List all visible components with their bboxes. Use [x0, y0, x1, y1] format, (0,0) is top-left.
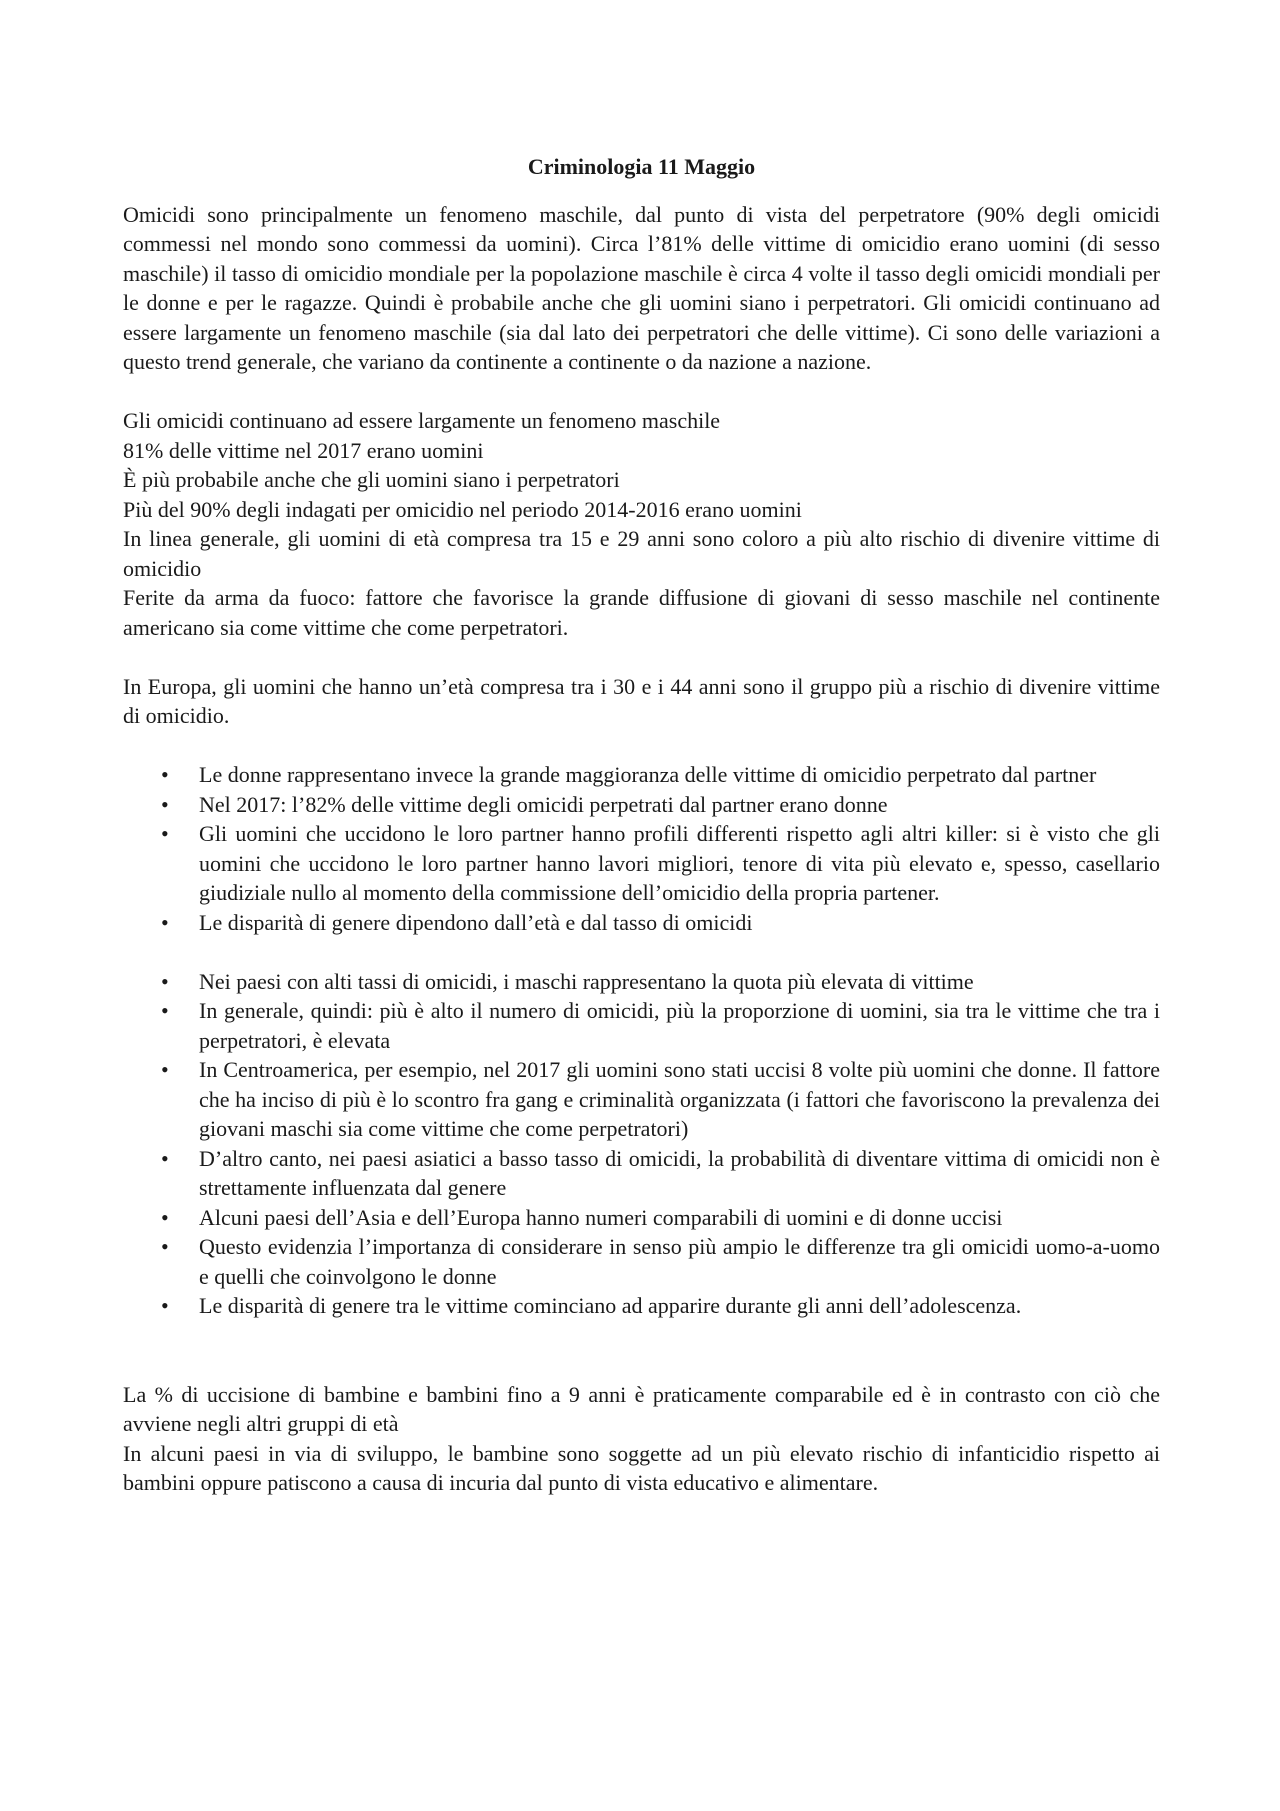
bullet-item: • Alcuni paesi dell’Asia e dell’Europa hanno numeri comparabili di uomini e di donne uccisi: [199, 1203, 1160, 1233]
spacer: [123, 731, 1160, 761]
bullet-item: • In generale, quindi: più è alto il numero di omicidi, più la proporzione di uomini, sia tra le vittime che tra i perpetratori, è elevata: [199, 996, 1160, 1055]
summary-line: In linea generale, gli uomini di età compresa tra 15 e 29 anni sono coloro a più alto rischio di divenire vittime di omicidio: [123, 526, 1160, 581]
bullet-item: • Questo evidenzia l’importanza di considerare in senso più ampio le differenze tra gli omicidi uomo-a-uomo e quelli che coinvolgono le donne: [199, 1232, 1160, 1291]
bullet-item: • Le disparità di genere dipendono dall’età e dal tasso di omicidi: [199, 908, 1160, 938]
closing-lines: [123, 1380, 1160, 1498]
summary-line: Più del 90% degli indagati per omicidio nel periodo 2014-2016 erano uomini: [123, 496, 802, 522]
bullet-list-gender-disparity: [123, 967, 1160, 1321]
spacer: [123, 937, 1160, 967]
summary-line: Gli omicidi continuano ad essere largamente un fenomeno maschile: [123, 408, 721, 433]
bullet-item: • Le donne rappresentano invece la grande maggioranza delle vittime di omicidio perpetrato dal partner: [199, 760, 1160, 790]
europe-paragraph: In Europa, gli uomini che hanno un’età compresa tra i 30 e i 44 anni sono il gruppo più a rischio di divenire vittime di omicidio.: [123, 673, 1160, 728]
spacer: [123, 1321, 1160, 1380]
bullet-item: • Gli uomini che uccidono le loro partner hanno profili differenti rispetto agli altri killer: si è visto che gli uomini che uccidono le loro partner hanno lavori migliori, tenore di vita più elevato e, spesso, casellario giudiziale nullo al momento della commissione dell’omicidio della propria partener.: [199, 819, 1160, 908]
bullet-list-partner: [123, 760, 1160, 937]
summary-lines: [123, 406, 1160, 642]
bullet-item: • Le disparità di genere tra le vittime cominciano ad apparire durante gli anni dell’adolescenza.: [199, 1291, 1160, 1321]
summary-line: È più probabile anche che gli uomini siano i perpetratori: [123, 467, 620, 492]
bullet-item: • Nei paesi con alti tassi di omicidi, i maschi rappresentano la quota più elevata di vittime: [199, 967, 1160, 997]
closing-line: La % di uccisione di bambine e bambini fino a 9 anni è praticamente comparabile ed è in contrasto con ciò che avviene negli altri gruppi di età: [123, 1381, 1160, 1436]
bullet-item: • D’altro canto, nei paesi asiatici a basso tasso di omicidi, la probabilità di diventare vittima di omicidi non è strettamente influenzata dal genere: [199, 1144, 1160, 1203]
spacer: [123, 377, 1160, 407]
summary-line: Ferite da arma da fuoco: fattore che favorisce la grande diffusione di giovani di sesso maschile nel continente americano sia come vittime che come perpetratori.: [123, 585, 1160, 640]
document-title: Criminologia 11 Maggio: [527, 154, 756, 179]
bullet-item: • Nel 2017: l’82% delle vittime degli omicidi perpetrati dal partner erano donne: [199, 790, 1160, 820]
spacer: [123, 642, 1160, 672]
intro-paragraph: Omicidi sono principalmente un fenomeno maschile, dal punto di vista del perpetratore (90% degli omicidi commessi nel mondo sono commessi da uomini). Circa l’81% delle vittime di omicidio erano uomini (di sesso maschile) il tasso di omicidio mondiale per la popolazione maschile è circa 4 volte il tasso degli omicidi mondiali per le donne e per le ragazze. Quindi è probabile anche che gli uomini siano i perpetratori. Gli omicidi continuano ad essere largamente un fenomeno maschile (sia dal lato dei perpetratori che delle vittime). Ci sono delle variazioni a questo trend generale, che variano da continente a continente o da nazione a nazione.: [123, 201, 1160, 374]
bullet-item: • In Centroamerica, per esempio, nel 2017 gli uomini sono stati uccisi 8 volte più uomini che donne. Il fattore che ha inciso di più è lo scontro fra gang e criminalità organizzata (i fattori che favoriscono la prevalenza dei giovani maschi sia come vittime che come perpetratori): [199, 1055, 1160, 1144]
closing-line: In alcuni paesi in via di sviluppo, le bambine sono soggette ad un più elevato rischio di infanticidio rispetto ai bambini oppure patiscono a causa di incuria dal punto di vista educativo e alimentare.: [123, 1440, 1160, 1495]
summary-line: 81% delle vittime nel 2017 erano uomini: [123, 437, 484, 463]
